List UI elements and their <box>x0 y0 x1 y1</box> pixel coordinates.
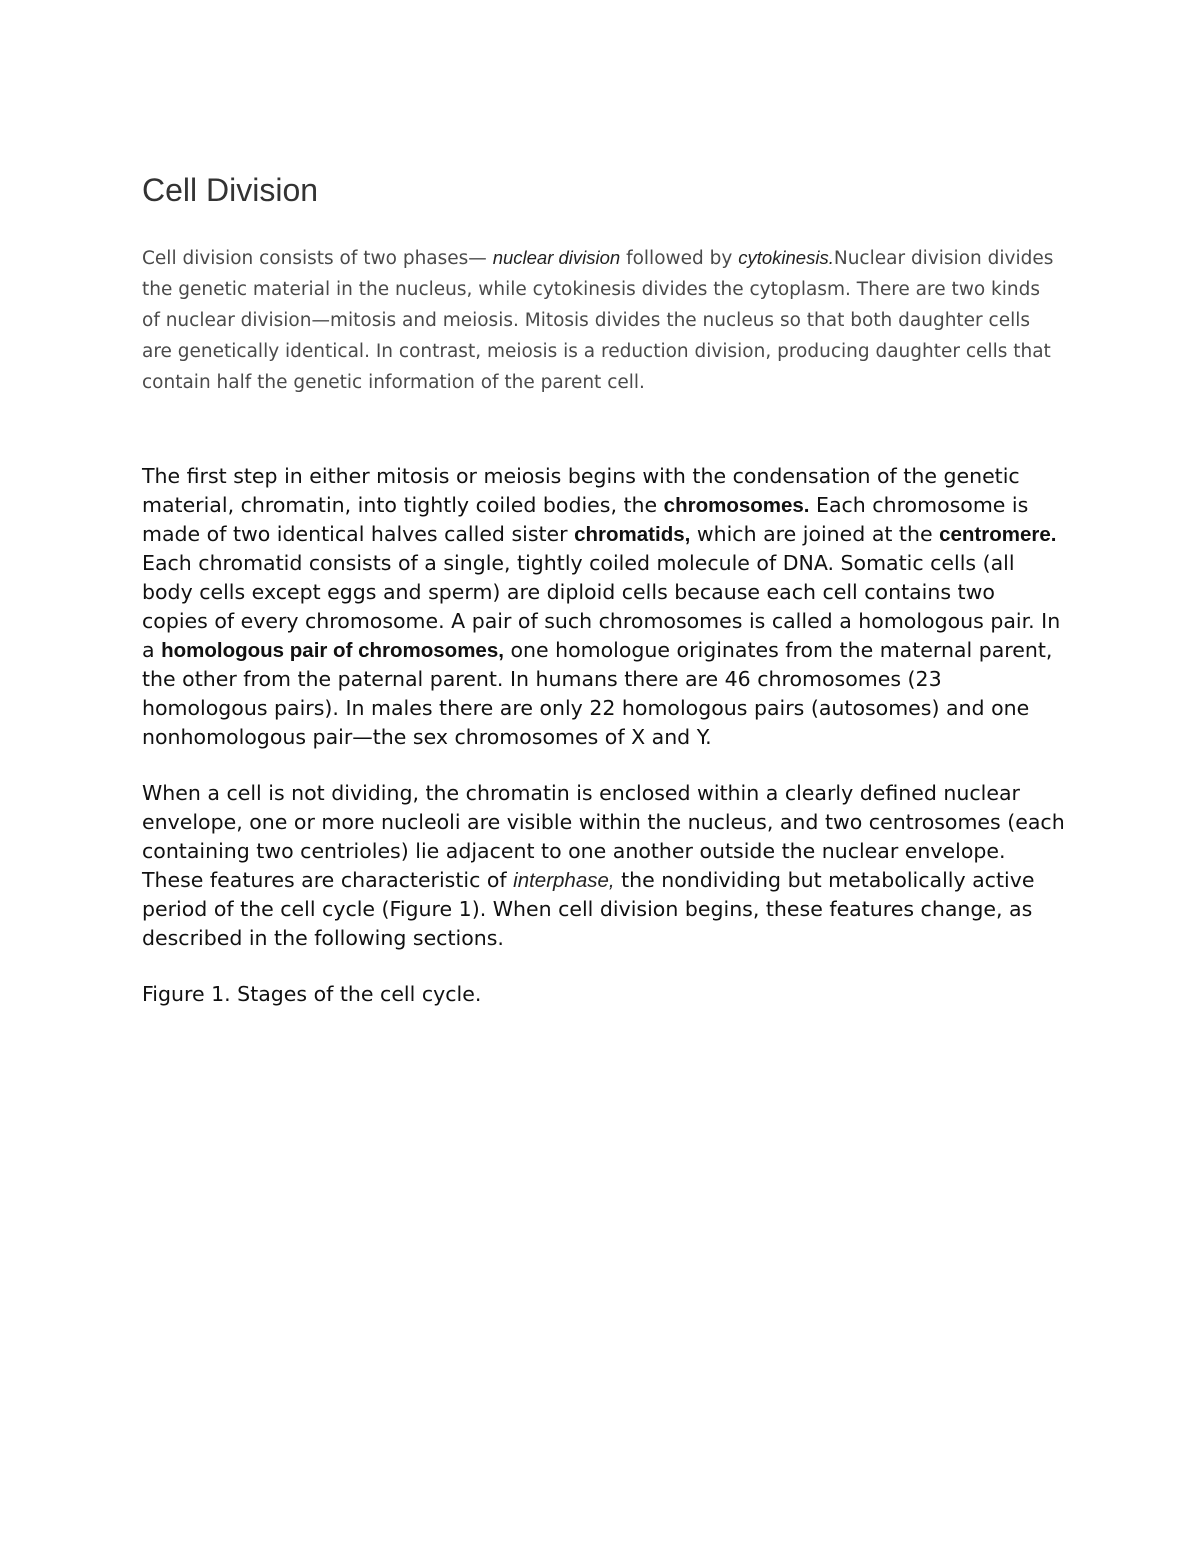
para1-text-4: Each chromatid consists of a single, tightly coiled molecule of DNA. Somatic cells (all body cells except eggs and sperm) are diploid cells because each cell contains two copies of every chromosome. A pair of such chromosomes is called a homologous pair. In a <box>142 551 1061 662</box>
term-nuclear-division: nuclear division <box>492 247 621 268</box>
para1-text-2: Each chromosome is made of two identical halves called sister <box>142 493 1029 546</box>
figure-caption: Figure 1. Stages of the cell cycle. <box>142 982 482 1006</box>
term-chromosomes: chromosomes. <box>663 494 810 517</box>
intro-text-3: Nuclear division divides the genetic material in the nucleus, while cytokinesis divides the cytoplasm. There are two kinds of nuclear division—mitosis and meiosis. Mitosis divides the nucleus so that both daughter cells are genetically identical. In contrast, meiosis is a reduction division, producing daughter cells that contain half the genetic information of the parent cell. <box>142 248 1054 393</box>
para1-text-3: which are joined at the <box>690 522 940 546</box>
term-interphase: interphase, <box>513 869 615 892</box>
term-chromatids: chromatids, <box>574 523 691 546</box>
interphase-paragraph <box>142 779 1067 953</box>
page-title: Cell Division <box>142 172 319 208</box>
intro-text-2: followed by <box>620 248 739 269</box>
term-cytokinesis: cytokinesis. <box>738 247 834 268</box>
chromosome-paragraph <box>142 462 1067 752</box>
para1-text-5: one homologue originates from the maternal parent, the other from the paternal parent. In humans there are 46 chromosomes (23 homologous pairs). In males there are only 22 homologous pairs (autosomes) and one nonhomologous pair—the sex chromosomes of X and Y. <box>142 638 1053 749</box>
intro-paragraph <box>142 242 1057 398</box>
term-centromere: centromere. <box>939 523 1057 546</box>
document-content <box>142 168 1072 1009</box>
para2-text-1: When a cell is not dividing, the chromatin is enclosed within a clearly defined nuclear envelope, one or more nucleoli are visible within the nucleus, and two centrosomes (each containing two centrioles) lie adjacent to one another outside the nuclear envelope. These features are characteristic of <box>142 781 1065 892</box>
para1-text-1: The first step in either mitosis or meiosis begins with the condensation of the genetic material, chromatin, into tightly coiled bodies, the <box>142 464 1020 517</box>
intro-text-1: Cell division consists of two phases— <box>142 248 493 269</box>
para2-text-2: the nondividing but metabolically active period of the cell cycle (Figure 1). When cell division begins, these features change, as described in the following sections. <box>142 868 1035 950</box>
term-homologous-pair: homologous pair of chromosomes, <box>161 639 504 662</box>
